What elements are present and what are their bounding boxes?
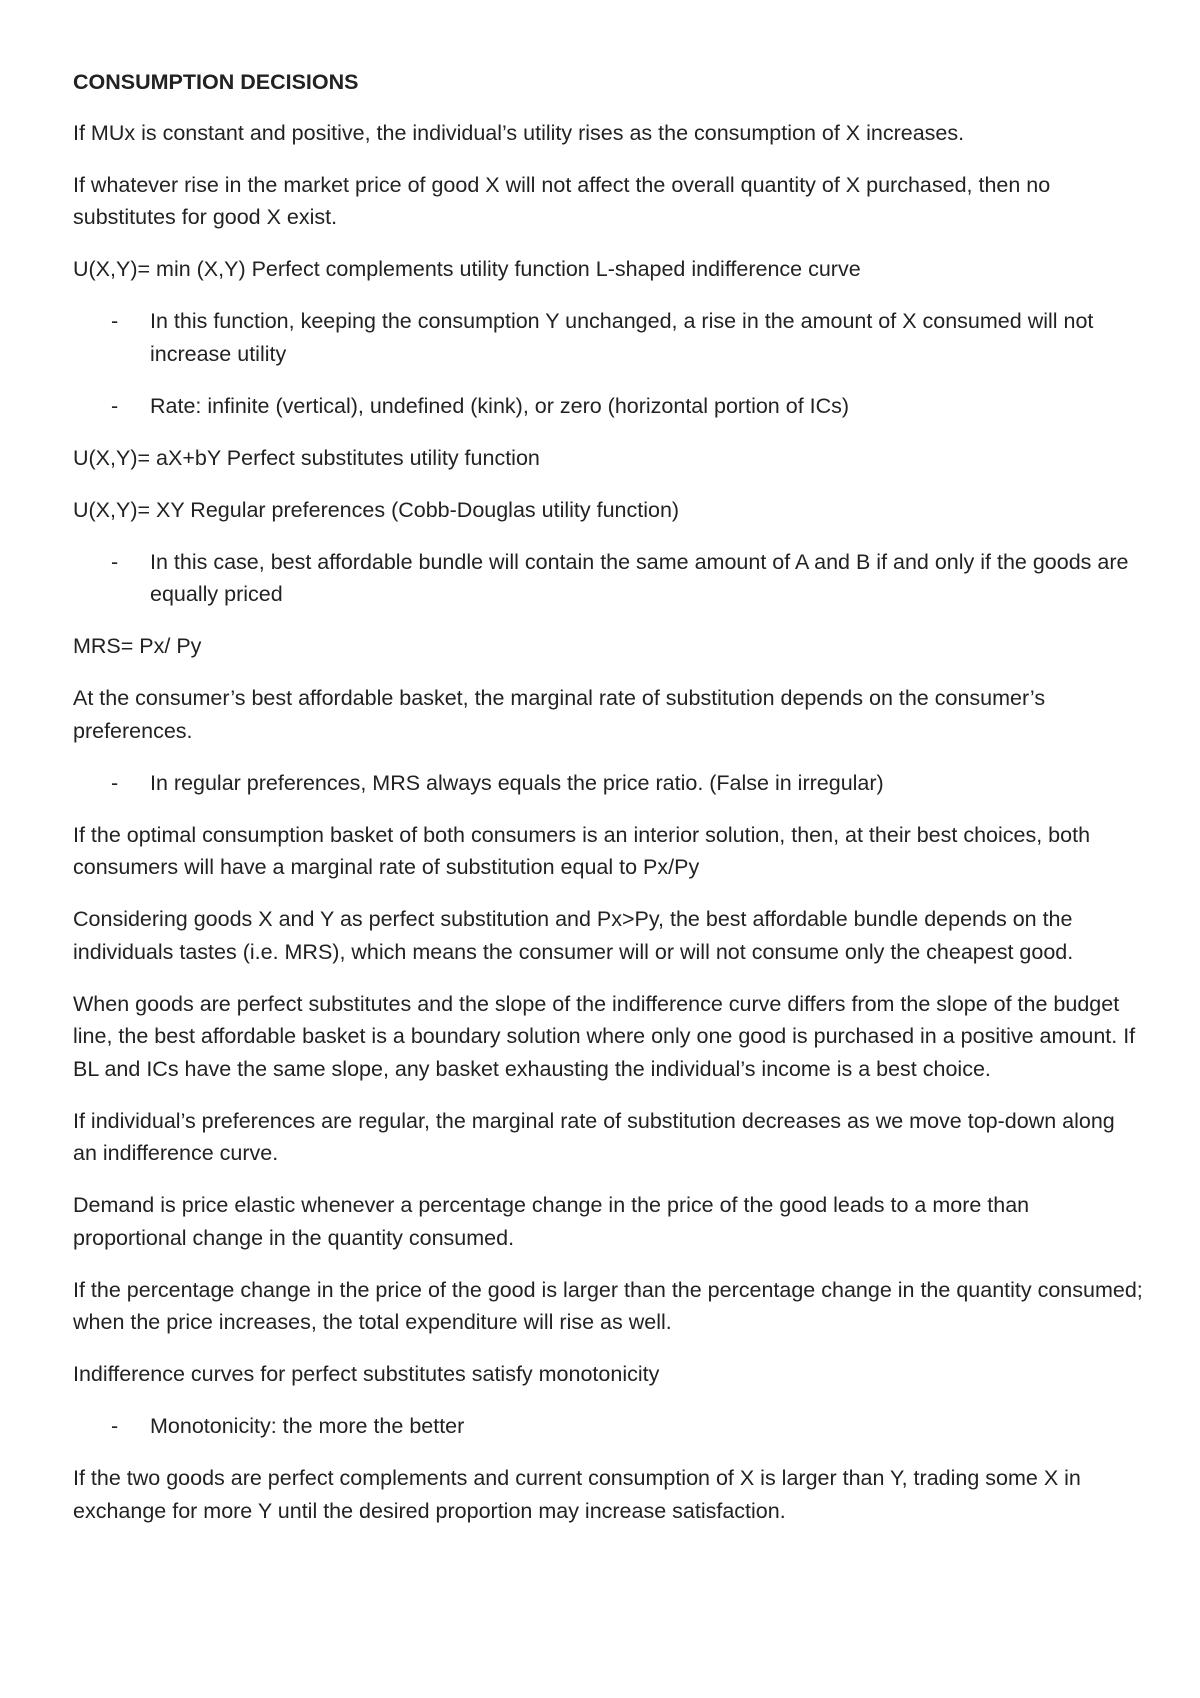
bullet-item xyxy=(73,390,1143,423)
bullet-item xyxy=(73,1410,1143,1443)
paragraph: MRS= Px/ Py xyxy=(73,634,202,658)
paragraph: When goods are perfect substitutes and the slope of the indifference curve differs from the slope of the budget line, the best affordable basket is a boundary solution where only one good is purchased in a positive amount. If BL and ICs have the same slope, any basket exhausting the individual’s income is a best choice. xyxy=(73,991,1136,1081)
bullet-item xyxy=(73,305,1143,370)
paragraph: U(X,Y)= aX+bY Perfect substitutes utility function xyxy=(73,445,540,470)
document-title: CONSUMPTION DECISIONS xyxy=(73,70,359,94)
paragraph: At the consumer’s best affordable basket, the marginal rate of substitution depends on the consumer’s preferences. xyxy=(73,686,1046,743)
bullet-text: Rate: infinite (vertical), undefined (kink), or zero (horizontal portion of ICs) xyxy=(150,393,850,418)
paragraph: Considering goods X and Y as perfect substitution and Px>Py, the best affordable bundle depends on the individuals tastes (i.e. MRS), which means the consumer will or will not consume only the cheapest good. xyxy=(73,907,1074,964)
bullet-marker: - xyxy=(111,770,119,795)
paragraph: If the two goods are perfect complements and current consumption of X is larger than Y, trading some X in exchange for more Y until the desired proportion may increase satisfaction. xyxy=(73,1466,1081,1523)
bullet-marker: - xyxy=(111,309,119,333)
bullet-text: Monotonicity: the more the better xyxy=(150,1414,465,1438)
bullet-text: In regular preferences, MRS always equals the price ratio. (False in irregular) xyxy=(150,770,884,795)
bullet-marker: - xyxy=(111,1414,119,1438)
paragraph: If whatever rise in the market price of good X will not affect the overall quantity of X purchased, then no substitutes for good X exist. xyxy=(73,172,1051,229)
bullet-marker: - xyxy=(111,549,119,574)
paragraph: U(X,Y)= min (X,Y) Perfect complements utility function L-shaped indifference curve xyxy=(73,257,861,281)
bullet-marker: - xyxy=(111,393,119,418)
bullet-text: In this function, keeping the consumption Y unchanged, a rise in the amount of X consumed will not increase utility xyxy=(150,309,1094,366)
document-page xyxy=(73,66,1143,1547)
bullet-text: In this case, best affordable bundle will contain the same amount of A and B if and only if the goods are equally priced xyxy=(150,549,1129,606)
paragraph: If individual’s preferences are regular, the marginal rate of substitution decreases as we move top-down along an indifference curve. xyxy=(73,1108,1115,1165)
paragraph: If MUx is constant and positive, the individual’s utility rises as the consumption of X increases. xyxy=(73,120,965,145)
paragraph: Demand is price elastic whenever a percentage change in the price of the good leads to a more than proportional change in the quantity consumed. xyxy=(73,1193,1030,1250)
bullet-item xyxy=(73,546,1143,611)
paragraph: U(X,Y)= XY Regular preferences (Cobb-Douglas utility function) xyxy=(73,497,680,522)
paragraph: If the percentage change in the price of the good is larger than the percentage change in the quantity consumed; when the price increases, the total expenditure will rise as well. xyxy=(73,1277,1143,1334)
bullet-item xyxy=(73,767,1143,800)
paragraph: Indifference curves for perfect substitutes satisfy monotonicity xyxy=(73,1362,660,1386)
paragraph: If the optimal consumption basket of both consumers is an interior solution, then, at their best choices, both consumers will have a marginal rate of substitution equal to Px/Py xyxy=(73,822,1091,879)
